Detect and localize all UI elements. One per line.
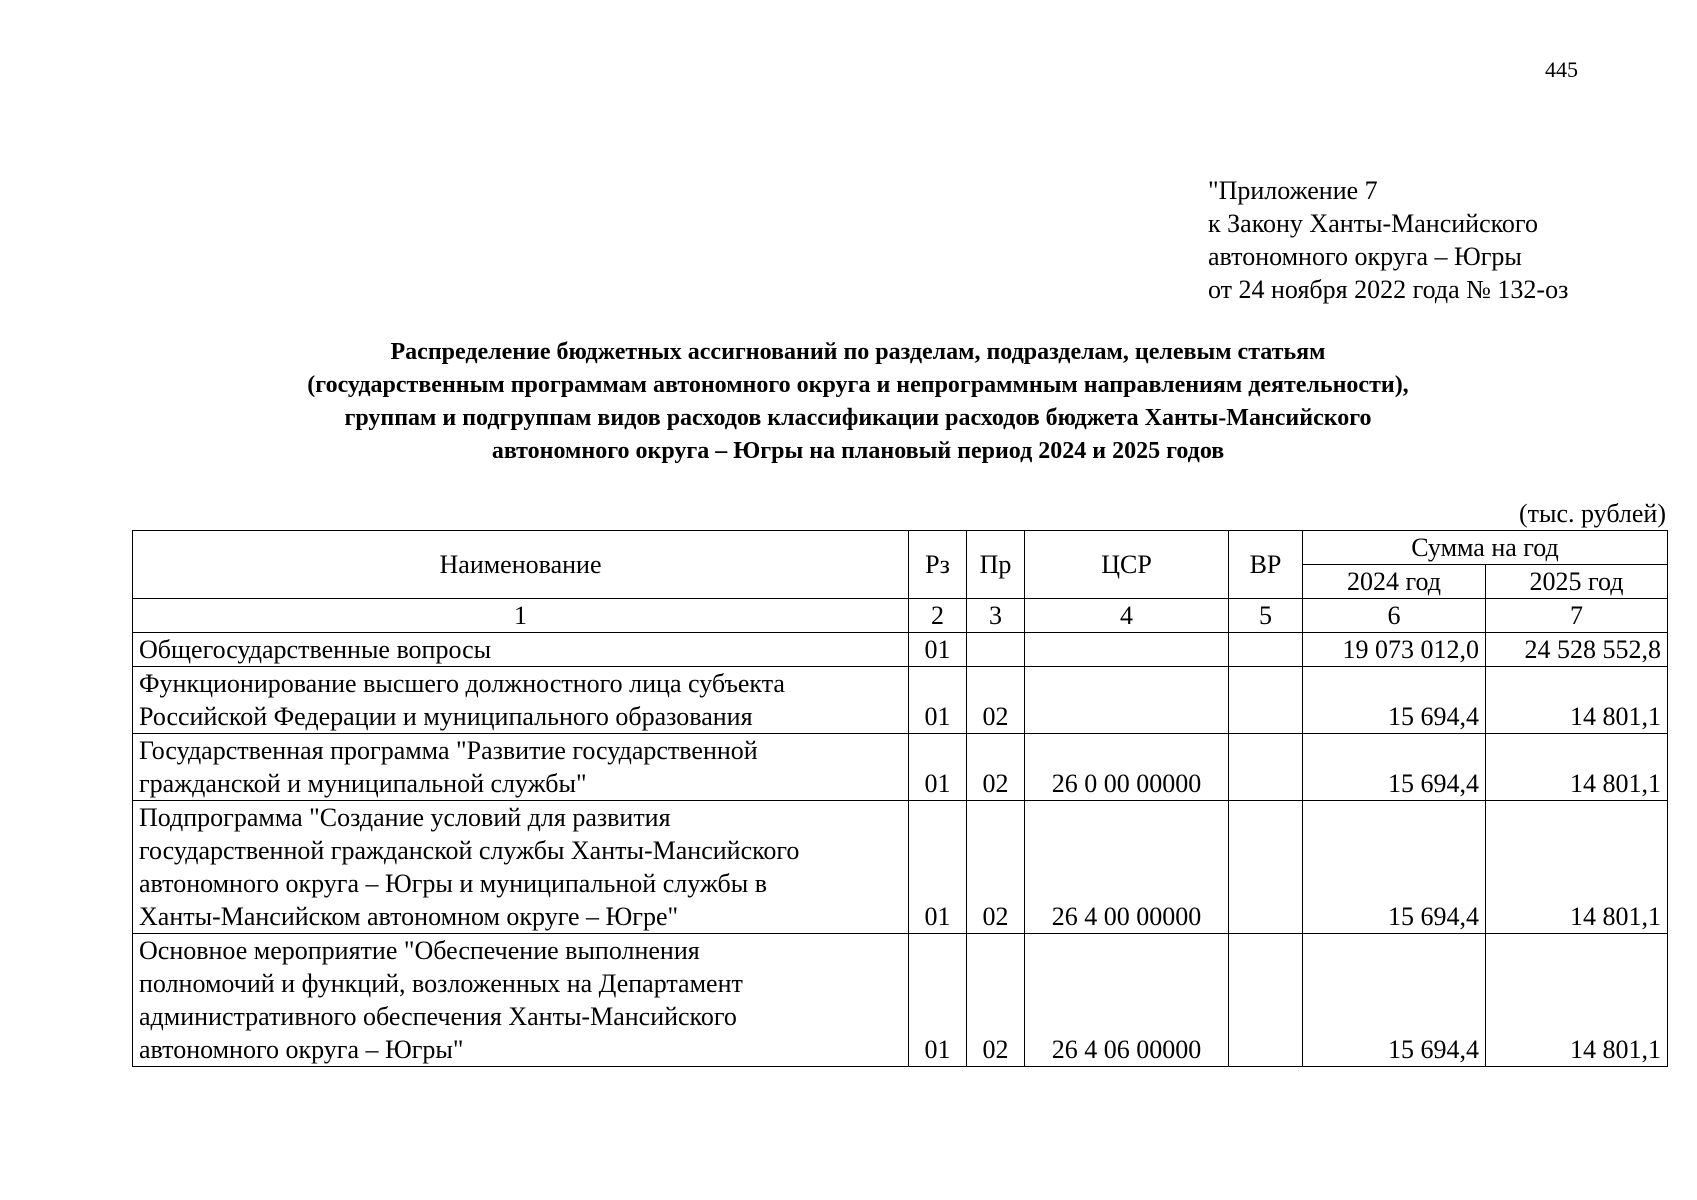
row-amount-2024: 15 694,4 [1303, 934, 1486, 1067]
column-number: 1 [133, 599, 909, 633]
row-amount-2025: 14 801,1 [1486, 667, 1668, 734]
row-csr: 26 4 00 00000 [1025, 801, 1229, 934]
title-line: группам и подгруппам видов расходов классификации расходов бюджета Ханты-Мансийского [344, 405, 1372, 431]
title-line: автономного округа – Югры на плановый период 2024 и 2025 годов [491, 438, 1225, 464]
row-rz: 01 [909, 734, 967, 801]
budget-table [132, 530, 1668, 1067]
row-amount-2024: 15 694,4 [1303, 667, 1486, 734]
row-vr [1229, 633, 1303, 667]
table-row [133, 734, 1668, 801]
page-number: 445 [1545, 57, 1578, 82]
column-number: 2 [909, 599, 967, 633]
column-numbers-row [133, 599, 1668, 633]
column-number: 5 [1229, 599, 1303, 633]
column-number: 6 [1303, 599, 1486, 633]
row-rz: 01 [909, 801, 967, 934]
row-vr [1229, 801, 1303, 934]
header-vr: ВР [1229, 531, 1303, 599]
row-name: Общегосударственные вопросы [133, 633, 909, 667]
appendix-line: от 24 ноября 2022 года № 132-оз [1208, 275, 1569, 304]
table-row [133, 633, 1668, 667]
row-name: Основное мероприятие "Обеспечение выполнения полномочий и функций, возложенных на Департамент административного обеспечения Ханты-Мансийского автономного округа – Югры" [133, 934, 909, 1067]
row-name: Подпрограмма "Создание условий для развития государственной гражданской службы Ханты-Мансийского автономного округа – Югры и муниципальной службы в Ханты-Мансийском автономном округе – Югре" [133, 801, 909, 934]
document-title [130, 336, 1586, 468]
header-year-2024: 2024 год [1303, 565, 1486, 599]
row-vr [1229, 934, 1303, 1067]
table-row [133, 801, 1668, 934]
row-amount-2025: 14 801,1 [1486, 801, 1668, 934]
row-csr: 26 0 00 00000 [1025, 734, 1229, 801]
row-amount-2025: 24 528 552,8 [1486, 633, 1668, 667]
appendix-line: автономного округа – Югры [1208, 242, 1522, 271]
header-pr: Пр [967, 531, 1025, 599]
row-name: Функционирование высшего должностного лица субъекта Российской Федерации и муниципального образования [133, 667, 909, 734]
row-pr: 02 [967, 734, 1025, 801]
header-name: Наименование [133, 531, 909, 599]
row-vr [1229, 667, 1303, 734]
row-pr [967, 633, 1025, 667]
row-pr: 02 [967, 934, 1025, 1067]
row-rz: 01 [909, 667, 967, 734]
title-line: Распределение бюджетных ассигнований по разделам, подразделам, целевым статьям [390, 339, 1326, 365]
row-amount-2024: 19 073 012,0 [1303, 633, 1486, 667]
row-amount-2024: 15 694,4 [1303, 734, 1486, 801]
appendix-line: "Приложение 7 [1208, 176, 1378, 205]
row-csr [1025, 667, 1229, 734]
column-number: 3 [967, 599, 1025, 633]
row-name: Государственная программа "Развитие государственной гражданской и муниципальной службы" [133, 734, 909, 801]
appendix-line: к Закону Ханты-Мансийского [1208, 209, 1538, 238]
appendix-reference [1208, 174, 1648, 306]
title-line: (государственным программам автономного округа и непрограммным направлениям деятельности), [307, 372, 1409, 398]
table-row [133, 934, 1668, 1067]
row-pr: 02 [967, 801, 1025, 934]
row-amount-2025: 14 801,1 [1486, 934, 1668, 1067]
row-pr: 02 [967, 667, 1025, 734]
row-vr [1229, 734, 1303, 801]
units-label: (тыс. рублей) [1518, 499, 1666, 528]
header-row [133, 531, 1668, 565]
row-amount-2025: 14 801,1 [1486, 734, 1668, 801]
row-rz: 01 [909, 633, 967, 667]
header-csr: ЦСР [1025, 531, 1229, 599]
header-year-2025: 2025 год [1486, 565, 1668, 599]
header-rz: Рз [909, 531, 967, 599]
row-csr: 26 4 06 00000 [1025, 934, 1229, 1067]
column-number: 4 [1025, 599, 1229, 633]
column-number: 7 [1486, 599, 1668, 633]
row-csr [1025, 633, 1229, 667]
row-amount-2024: 15 694,4 [1303, 801, 1486, 934]
header-sum: Сумма на год [1303, 531, 1668, 565]
row-rz: 01 [909, 934, 967, 1067]
table-row [133, 667, 1668, 734]
